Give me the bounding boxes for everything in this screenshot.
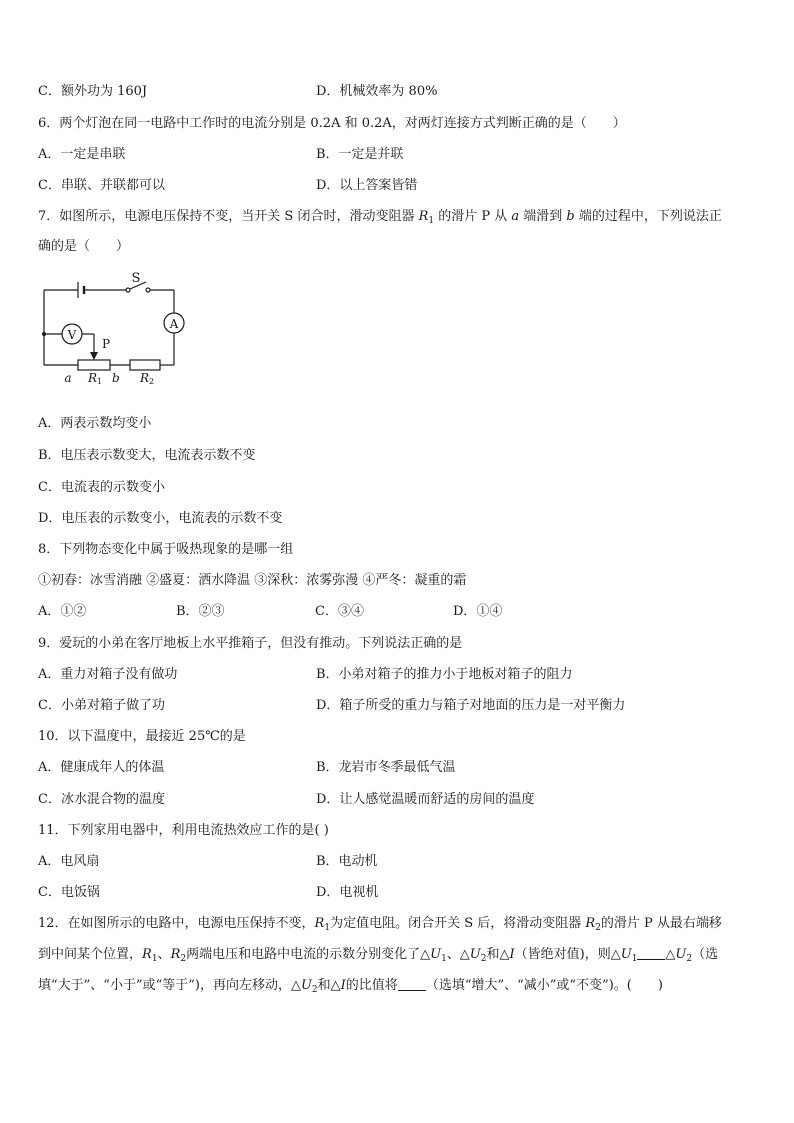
q6-option-d: D．以上答案皆错 — [316, 178, 418, 193]
q12-line-2: 到中间某个位置，$R_1$、$R_2$两端电压和电路中电流的示数分别变化了$\triangle U_1$、$\triangle U_2$和△I（皆绝对值)，则$\triangle U_1$ $\triangle U_2$（选 — [38, 947, 719, 964]
q9-stem: 9．爱玩的小弟在客厅地板上水平推箱子，但没有推动。下列说法正确的是 — [38, 636, 463, 651]
q8-option-a: A．①② — [38, 604, 87, 619]
q7-option-d: D．电压表的示数变小，电流表的示数不变 — [38, 511, 283, 526]
slider-label: P — [102, 337, 111, 351]
r2-sub-label: 2 — [149, 377, 155, 386]
q8-stem: 8．下列物态变化中属于吸热现象的是哪一组 — [38, 542, 294, 557]
q6-option-c: C．串联、并联都可以 — [38, 178, 165, 193]
r1-slider-resistor — [78, 360, 110, 370]
r2-resistor — [130, 360, 160, 370]
q7-option-b: B．电压表示数变大，电流表示数不变 — [38, 448, 256, 463]
q10-option-b: B．龙岩市冬季最低气温 — [316, 760, 456, 775]
q9-option-a: A．重力对箱子没有做功 — [38, 667, 178, 682]
r1-label: R — [88, 371, 98, 385]
switch-contact-left — [126, 288, 130, 292]
ammeter-label: A — [169, 317, 179, 331]
q10-option-a: A．健康成年人的体温 — [38, 760, 165, 775]
q11-option-d: D．电视机 — [316, 885, 379, 900]
q10-option-d: D．让人感觉温暖而舒适的房间的温度 — [316, 792, 535, 807]
slider-p-arrow — [90, 352, 98, 360]
q11-option-c: C．电饭锅 — [38, 885, 100, 900]
q8-items: ①初春：冰雪消融 ②盛夏：洒水降温 ③深秋：浓雾弥漫 ④严冬：凝重的霜 — [38, 573, 467, 588]
q5-option-c: C．额外功为 160J — [38, 84, 148, 99]
q8-option-c: C．③④ — [315, 604, 364, 619]
q11-stem: 11．下列家用电器中，利用电流热效应工作的是( ) — [38, 823, 329, 838]
q6-stem: 6．两个灯泡在同一电路中工作时的电流分别是 0.2A 和 0.2A，对两灯连接方式判断正确的是（ ） — [38, 116, 626, 131]
q7-option-c: C．电流表的示数变小 — [38, 480, 165, 495]
q9-option-d: D．箱子所受的重力与箱子对地面的压力是一对平衡力 — [316, 698, 626, 713]
switch-label: S — [131, 271, 141, 286]
q10-stem: 10．以下温度中，最接近 25℃的是 — [38, 729, 246, 744]
q6-option-b: B．一定是并联 — [316, 147, 404, 162]
voltmeter-label: V — [67, 328, 77, 342]
q8-option-d: D．①④ — [453, 604, 503, 619]
q11-option-a: A．电风扇 — [38, 854, 100, 869]
q7-stem: 7．如图所示，电源电压保持不变，当开关 S 闭合时，滑动变阻器 $R_1$ 的滑片 P 从 a 端滑到 b 端的过程中，下列说法正 — [38, 209, 722, 226]
switch-contact-right — [146, 288, 150, 292]
q5-option-d: D．机械效率为 80% — [316, 84, 438, 99]
q12-line-3: 填“大于”、“小于”或“等于”)，再向左移动，$\triangle U_2$和△I的比值将 （选填“增大”、“减小”或“不变”)。( ) — [38, 978, 663, 995]
q7-circuit-diagram — [38, 268, 198, 386]
q12-line-1: 12．在如图所示的电路中，电源电压保持不变，$R_1$为定值电阻。闭合开关 S 后，将滑动变阻器 $R_2$的滑片 P 从最右端移 — [38, 916, 722, 933]
q10-option-c: C．冰水混合物的温度 — [38, 792, 165, 807]
q9-option-c: C．小弟对箱子做了功 — [38, 698, 165, 713]
q11-option-b: B．电动机 — [316, 854, 378, 869]
q9-option-b: B．小弟对箱子的推力小于地板对箱子的阻力 — [316, 667, 573, 682]
r2-label: R — [140, 371, 150, 385]
q12-blank-2[interactable] — [398, 978, 426, 991]
end-b-label: b — [112, 371, 120, 385]
end-a-label: a — [64, 371, 72, 385]
q6-option-a: A．一定是串联 — [38, 147, 126, 162]
q8-option-b: B．②③ — [176, 604, 225, 619]
q12-blank-1[interactable] — [637, 947, 665, 960]
q7-stem-line2: 确的是（ ） — [38, 239, 130, 254]
junction-dot — [42, 332, 46, 336]
r1-sub-label: 1 — [97, 377, 103, 386]
q7-option-a: A．两表示数均变小 — [38, 416, 152, 431]
